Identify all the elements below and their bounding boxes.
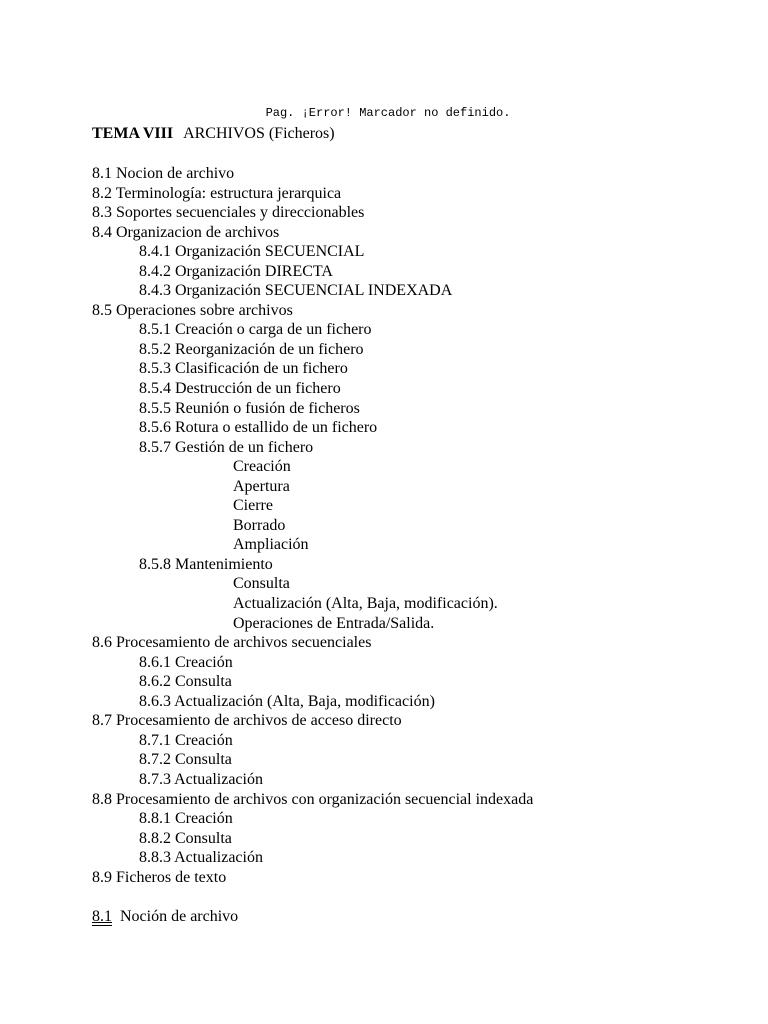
toc-item-level-1: 8.4 Organizacion de archivos [92,223,280,241]
toc-item-level-2: 8.5.8 Mantenimiento [139,555,273,573]
toc-item-level-2: 8.4.1 Organización SECUENCIAL [139,243,365,261]
toc-item-level-2: 8.8.2 Consulta [139,829,232,847]
toc-item-level-2: 8.6.3 Actualización (Alta, Baja, modificación) [139,692,435,710]
toc-item-level-1: 8.2 Terminología: estructura jerarquica [92,184,342,202]
toc-item-level-1: 8.8 Procesamiento de archivos con organización secuencial indexada [92,790,534,808]
toc-item-level-1: 8.9 Ficheros de texto [92,868,227,886]
toc-item-level-3: Cierre [233,497,273,515]
table-of-contents [92,164,533,887]
toc-item-level-2: 8.5.2 Reorganización de un fichero [139,340,364,358]
toc-item-level-2: 8.7.3 Actualización [139,770,263,788]
toc-item-level-2: 8.8.3 Actualización [139,849,263,867]
title-rest: ARCHIVOS (Ficheros) [183,125,335,142]
toc-item-level-3: Ampliación [233,536,309,554]
toc-item-level-3: Operaciones de Entrada/Salida. [233,614,435,632]
page-header-text: Pag. ¡Error! Marcador no definido. [265,106,511,120]
toc-item-level-3: Actualización (Alta, Baja, modificación). [233,595,498,613]
document-title [92,125,335,143]
section-number: 8.1 [92,908,112,925]
toc-item-level-2: 8.5.1 Creación o carga de un fichero [139,321,372,339]
toc-item-level-1: 8.6 Procesamiento de archivos secuenciales [92,634,372,652]
toc-item-level-2: 8.7.1 Creación [139,731,233,749]
toc-item-level-3: Borrado [233,516,286,534]
toc-item-level-1: 8.3 Soportes secuenciales y direccionables [92,204,365,222]
toc-item-level-2: 8.8.1 Creación [139,810,233,828]
toc-item-level-2: 8.4.2 Organización DIRECTA [139,262,333,280]
toc-item-level-2: 8.7.2 Consulta [139,751,232,769]
toc-item-level-2: 8.5.6 Rotura o estallido de un fichero [139,419,378,437]
toc-item-level-1: 8.5 Operaciones sobre archivos [92,301,293,319]
toc-item-level-2: 8.5.3 Clasificación de un fichero [139,360,348,378]
toc-item-level-3: Consulta [233,575,290,593]
toc-item-level-2: 8.5.5 Reunión o fusión de ficheros [139,399,360,417]
toc-item-level-3: Apertura [233,477,290,495]
section-heading [92,908,238,926]
toc-item-level-2: 8.5.7 Gestión de un fichero [139,438,314,456]
toc-item-level-3: Creación [233,458,291,476]
page-header [0,106,768,120]
toc-item-level-2: 8.4.3 Organización SECUENCIAL INDEXADA [139,282,453,300]
toc-item-level-2: 8.6.2 Consulta [139,673,232,691]
toc-item-level-2: 8.5.4 Destrucción de un fichero [139,380,341,398]
title-bold: TEMA VIII [92,125,174,142]
toc-item-level-1: 8.7 Procesamiento de archivos de acceso directo [92,712,402,730]
toc-item-level-2: 8.6.1 Creación [139,653,233,671]
toc-item-level-1: 8.1 Nocion de archivo [92,165,235,182]
section-title: Noción de archivo [120,908,239,925]
